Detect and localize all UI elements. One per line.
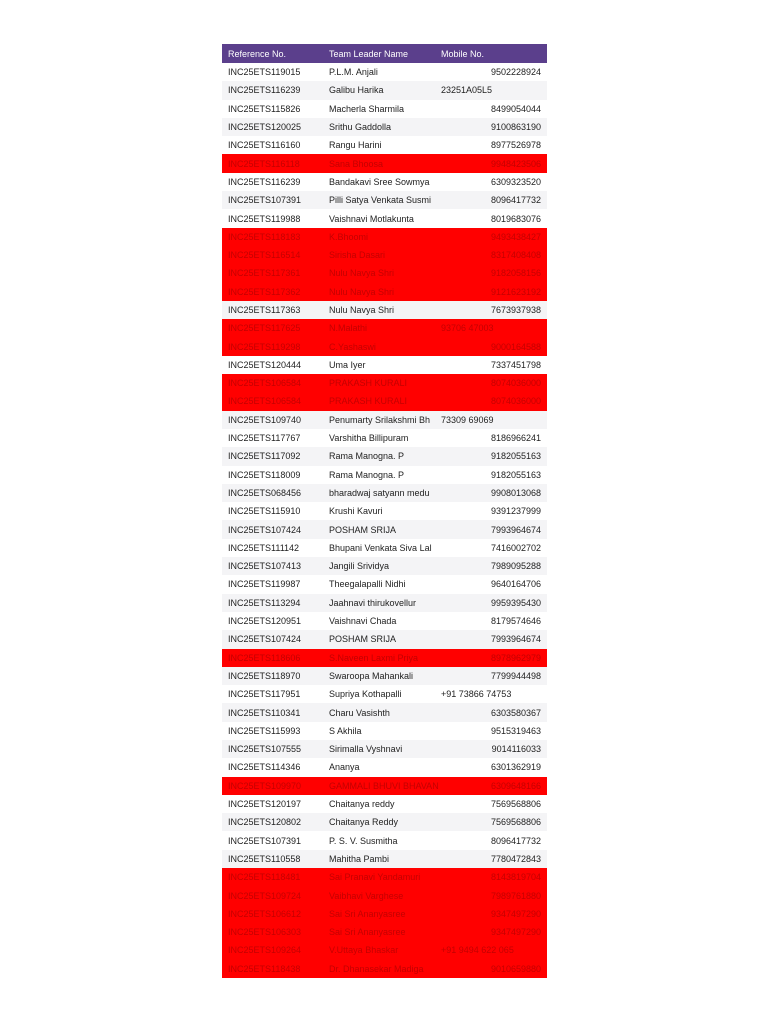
table-row bbox=[222, 319, 547, 337]
reference-cell: INC25ETS120444 bbox=[228, 359, 302, 370]
table-row bbox=[222, 356, 547, 374]
table-row bbox=[222, 81, 547, 99]
table-row bbox=[222, 905, 547, 923]
team-leader-cell: Uma Iyer bbox=[329, 359, 366, 370]
team-leader-cell: Sana Bhoosa bbox=[329, 158, 384, 169]
table-row bbox=[222, 703, 547, 721]
leaders-table bbox=[222, 44, 547, 978]
table-row bbox=[222, 722, 547, 740]
reference-cell: INC25ETS109740 bbox=[228, 414, 302, 425]
table-row bbox=[222, 154, 547, 172]
mobile-cell: 8143819704 bbox=[490, 872, 541, 883]
table-row bbox=[222, 392, 547, 410]
reference-cell: INC25ETS117363 bbox=[228, 305, 301, 315]
mobile-cell: 7989761880 bbox=[490, 890, 541, 901]
header-team-leader: Team Leader Name bbox=[329, 48, 409, 59]
team-leader-cell: Jangili Srividya bbox=[329, 561, 390, 572]
mobile-cell: 8186966241 bbox=[490, 433, 541, 444]
reference-cell: INC25ETS111142 bbox=[228, 542, 300, 553]
mobile-cell: 9959395430 bbox=[490, 597, 541, 608]
team-leader-cell: Charu Vasishth bbox=[329, 707, 390, 718]
mobile-cell: 8096417732 bbox=[490, 835, 541, 846]
mobile-cell: 93706 47003 bbox=[441, 323, 494, 334]
team-leader-cell: Jaahnavi thirukovellur bbox=[329, 597, 417, 608]
reference-cell: INC25ETS113294 bbox=[228, 597, 301, 608]
table-row bbox=[222, 685, 547, 703]
team-leader-cell: V.Uttaya Bhaskar bbox=[329, 945, 399, 956]
header-mobile: Mobile No. bbox=[441, 48, 485, 59]
reference-cell: INC25ETS109724 bbox=[228, 890, 302, 901]
reference-cell: INC25ETS107391 bbox=[228, 195, 302, 206]
team-leader-cell: K.Bhoomi bbox=[329, 231, 369, 242]
table-row bbox=[222, 337, 547, 355]
team-leader-cell: Nulu Navya Shri bbox=[329, 286, 395, 297]
team-leader-cell: Pilli Satya Venkata Susmi bbox=[329, 195, 432, 206]
reference-cell: INC25ETS106584 bbox=[228, 396, 302, 407]
mobile-cell: 7337451798 bbox=[490, 359, 541, 370]
mobile-cell: 9391237999 bbox=[490, 506, 541, 517]
team-leader-cell: Dr. Dhanasekar Madiga bbox=[329, 963, 424, 974]
table-row bbox=[222, 649, 547, 667]
mobile-cell: 7673937938 bbox=[490, 305, 541, 315]
mobile-cell: 9121623192 bbox=[490, 286, 541, 297]
team-leader-cell: Theegalapalli Nidhi bbox=[329, 579, 406, 590]
table-row bbox=[222, 209, 547, 227]
reference-cell: INC25ETS117767 bbox=[228, 433, 301, 444]
reference-cell: INC25ETS107424 bbox=[228, 634, 302, 645]
reference-cell: INC25ETS115910 bbox=[228, 506, 301, 517]
team-leader-cell: Sai Sri Ananyasree bbox=[329, 927, 406, 938]
team-leader-cell: S Akhila bbox=[329, 725, 362, 736]
table-row bbox=[222, 502, 547, 520]
team-leader-cell: P.L.M. Anjali bbox=[329, 67, 378, 78]
table-row bbox=[222, 795, 547, 813]
table-row bbox=[222, 777, 547, 795]
team-leader-cell: Sai Pranavi Yandamuri bbox=[329, 872, 421, 883]
reference-cell: INC25ETS107413 bbox=[228, 561, 302, 572]
mobile-cell: 9502228924 bbox=[490, 67, 541, 78]
team-leader-cell: Penumarty Srilakshmi Bh bbox=[329, 414, 431, 425]
mobile-cell: 7569568806 bbox=[490, 817, 541, 828]
team-leader-cell: Mahitha Pambi bbox=[329, 853, 390, 864]
mobile-cell: 7416002702 bbox=[490, 542, 541, 553]
mobile-cell: 9347497290 bbox=[490, 908, 541, 919]
reference-cell: INC25ETS116514 bbox=[228, 250, 301, 261]
team-leader-cell: GAMMALI BHUVI BHAVAN bbox=[329, 780, 439, 791]
table-row bbox=[222, 283, 547, 301]
mobile-cell: 6309648166 bbox=[490, 780, 541, 791]
mobile-cell: +91 9494 622 065 bbox=[441, 945, 514, 956]
table-row bbox=[222, 191, 547, 209]
table-row bbox=[222, 612, 547, 630]
table-row bbox=[222, 758, 547, 776]
team-leader-cell: Vaishnavi Chada bbox=[329, 616, 397, 627]
table-row bbox=[222, 228, 547, 246]
mobile-cell: 6309323520 bbox=[490, 176, 541, 187]
table-row bbox=[222, 484, 547, 502]
reference-cell: INC25ETS118009 bbox=[228, 469, 301, 480]
reference-cell: INC25ETS115993 bbox=[228, 725, 301, 736]
reference-cell: INC25ETS119987 bbox=[228, 579, 301, 590]
reference-cell: INC25ETS119988 bbox=[228, 213, 301, 224]
team-leader-cell: Chaitanya reddy bbox=[329, 799, 395, 810]
table-row bbox=[222, 850, 547, 868]
table-row bbox=[222, 667, 547, 685]
table-row bbox=[222, 429, 547, 447]
table-row bbox=[222, 246, 547, 264]
reference-cell: INC25ETS117362 bbox=[228, 286, 301, 297]
reference-cell: INC25ETS117951 bbox=[228, 689, 301, 700]
team-leader-cell: Rangu Harini bbox=[329, 140, 382, 151]
reference-cell: INC25ETS120025 bbox=[228, 122, 302, 133]
team-leader-cell: C.Yashaswi bbox=[329, 341, 376, 352]
reference-cell: INC25ETS116239 bbox=[228, 85, 301, 96]
mobile-cell: 73309 69069 bbox=[441, 414, 494, 425]
team-leader-cell: POSHAM SRIJA bbox=[329, 524, 397, 535]
table-row bbox=[222, 831, 547, 849]
table-row bbox=[222, 630, 547, 648]
mobile-cell: 9010659880 bbox=[490, 963, 541, 974]
team-leader-cell: POSHAM SRIJA bbox=[329, 634, 397, 645]
mobile-cell: 9908013068 bbox=[490, 487, 541, 498]
reference-cell: INC25ETS107555 bbox=[228, 744, 302, 755]
table-row bbox=[222, 941, 547, 959]
reference-cell: INC25ETS106303 bbox=[228, 927, 302, 938]
team-leader-cell: PRAKASH KURALI bbox=[329, 378, 408, 389]
mobile-cell: 8074036000 bbox=[490, 396, 541, 407]
team-leader-cell: Macherla Sharmila bbox=[329, 103, 405, 114]
reference-cell: INC25ETS109970 bbox=[228, 780, 302, 791]
team-leader-cell: Nulu Navya Shri bbox=[329, 305, 395, 315]
team-leader-cell: bharadwaj satyann medu bbox=[329, 487, 430, 498]
team-leader-cell: P. S. V. Susmitha bbox=[329, 835, 398, 846]
table-row bbox=[222, 740, 547, 758]
table-row bbox=[222, 813, 547, 831]
reference-cell: INC25ETS117092 bbox=[228, 451, 301, 462]
reference-cell: INC25ETS117625 bbox=[228, 323, 301, 334]
table-body bbox=[222, 63, 547, 978]
reference-cell: INC25ETS068456 bbox=[228, 487, 302, 498]
mobile-cell: 7993964674 bbox=[490, 634, 541, 645]
team-leader-cell: Bhupani Venkata Siva Lal bbox=[329, 542, 432, 553]
team-leader-cell: N.Malathi bbox=[329, 323, 368, 334]
table-row bbox=[222, 173, 547, 191]
team-leader-cell: Chaitanya Reddy bbox=[329, 817, 399, 828]
team-leader-cell: Rama Manogna. P bbox=[329, 469, 405, 480]
reference-cell: INC25ETS118183 bbox=[228, 231, 301, 242]
reference-cell: INC25ETS118481 bbox=[228, 872, 301, 883]
mobile-cell: 9014116033 bbox=[491, 744, 541, 755]
reference-cell: INC25ETS110341 bbox=[228, 707, 301, 718]
mobile-cell: 6301362919 bbox=[490, 762, 541, 773]
team-leader-cell: Krushi Kavuri bbox=[329, 506, 383, 517]
team-leader-cell: Vaibhavi Varghese bbox=[329, 890, 404, 901]
table-row bbox=[222, 118, 547, 136]
mobile-cell: 9515319463 bbox=[490, 725, 541, 736]
reference-cell: INC25ETS106612 bbox=[228, 908, 302, 919]
header-reference: Reference No. bbox=[228, 48, 287, 59]
table-row bbox=[222, 466, 547, 484]
reference-cell: INC25ETS118438 bbox=[228, 963, 301, 974]
mobile-cell: 9640164706 bbox=[490, 579, 541, 590]
reference-cell: INC25ETS120802 bbox=[228, 817, 302, 828]
reference-cell: INC25ETS107391 bbox=[228, 835, 302, 846]
mobile-cell: 8499054044 bbox=[490, 103, 541, 114]
mobile-cell: 8978962979 bbox=[490, 652, 541, 663]
team-leader-cell: Galibu Harika bbox=[329, 85, 384, 96]
mobile-cell: 23251A05L5 bbox=[441, 85, 493, 96]
team-leader-cell: Varshitha Billipuram bbox=[329, 433, 409, 444]
team-leader-cell: S.Naveen Laxmi Priya bbox=[329, 652, 419, 663]
table-row bbox=[222, 520, 547, 538]
table-row bbox=[222, 960, 547, 978]
reference-cell: INC25ETS116160 bbox=[228, 140, 301, 151]
team-leader-cell: PRAKASH KURALI bbox=[329, 396, 408, 407]
team-leader-cell: Ananya bbox=[329, 762, 360, 773]
mobile-cell: 9182055163 bbox=[490, 451, 541, 462]
team-leader-cell: Sirisha Dasari bbox=[329, 250, 386, 261]
mobile-cell: 7569568806 bbox=[490, 799, 541, 810]
reference-cell: INC25ETS120197 bbox=[228, 799, 302, 810]
reference-cell: INC25ETS109264 bbox=[228, 945, 302, 956]
mobile-cell: 7993964674 bbox=[490, 524, 541, 535]
team-leader-cell: Vaishnavi Motlakunta bbox=[329, 213, 414, 224]
mobile-cell: 9182058156 bbox=[490, 268, 541, 279]
reference-cell: INC25ETS120951 bbox=[228, 616, 302, 627]
mobile-cell: 9347497290 bbox=[490, 927, 541, 938]
team-leader-cell: Rama Manogna. P bbox=[329, 451, 405, 462]
table-row bbox=[222, 575, 547, 593]
table-row bbox=[222, 886, 547, 904]
reference-cell: INC25ETS116239 bbox=[228, 176, 301, 187]
reference-cell: INC25ETS115826 bbox=[228, 103, 301, 114]
team-leader-cell: Supriya Kothapalli bbox=[329, 689, 402, 700]
table-row bbox=[222, 301, 547, 319]
reference-cell: INC25ETS119015 bbox=[228, 67, 301, 78]
team-leader-cell: Nulu Navya Shri bbox=[329, 268, 395, 279]
table-row bbox=[222, 868, 547, 886]
mobile-cell: 8096417732 bbox=[490, 195, 541, 206]
mobile-cell: 9100863190 bbox=[490, 122, 541, 133]
mobile-cell: 9000164588 bbox=[490, 341, 541, 352]
mobile-cell: 8317408408 bbox=[490, 250, 541, 261]
mobile-cell: 9182055163 bbox=[490, 469, 541, 480]
team-leader-cell: Sirimalla Vyshnavi bbox=[329, 744, 403, 755]
table-row bbox=[222, 447, 547, 465]
mobile-cell: 8179574646 bbox=[490, 616, 541, 627]
mobile-cell: 7799944498 bbox=[490, 670, 541, 681]
mobile-cell: 8019683076 bbox=[490, 213, 541, 224]
mobile-cell: 9493438427 bbox=[490, 231, 541, 242]
mobile-cell: 7780472843 bbox=[490, 853, 541, 864]
table-header bbox=[222, 44, 547, 63]
reference-cell: INC25ETS118606 bbox=[228, 652, 301, 663]
table-row bbox=[222, 374, 547, 392]
table-row bbox=[222, 923, 547, 941]
team-leader-cell: Swaroopa Mahankali bbox=[329, 670, 414, 681]
reference-cell: INC25ETS106584 bbox=[228, 378, 302, 389]
mobile-cell: 8977526978 bbox=[490, 140, 541, 151]
mobile-cell: +91 73866 74753 bbox=[441, 689, 512, 700]
table-row bbox=[222, 136, 547, 154]
reference-cell: INC25ETS119298 bbox=[228, 341, 301, 352]
table-row bbox=[222, 594, 547, 612]
mobile-cell: 9948423506 bbox=[490, 158, 541, 169]
mobile-cell: 6303580367 bbox=[490, 707, 541, 718]
table-row bbox=[222, 264, 547, 282]
team-leader-cell: Srithu Gaddolla bbox=[329, 122, 392, 133]
reference-cell: INC25ETS110558 bbox=[228, 853, 301, 864]
mobile-cell: 8074036000 bbox=[490, 378, 541, 389]
reference-cell: INC25ETS107424 bbox=[228, 524, 302, 535]
reference-cell: INC25ETS118970 bbox=[228, 670, 301, 681]
reference-cell: INC25ETS114346 bbox=[228, 762, 301, 773]
team-leader-cell: Sai Sri Ananyasree bbox=[329, 908, 406, 919]
table-row bbox=[222, 411, 547, 429]
reference-cell: INC25ETS117361 bbox=[228, 268, 301, 279]
reference-cell: INC25ETS116118 bbox=[228, 158, 300, 169]
table-row bbox=[222, 539, 547, 557]
team-leader-cell: Bandakavi Sree Sowmya bbox=[329, 176, 430, 187]
mobile-cell: 7989095288 bbox=[490, 561, 541, 572]
table-row bbox=[222, 63, 547, 81]
table-row bbox=[222, 100, 547, 118]
table-row bbox=[222, 557, 547, 575]
